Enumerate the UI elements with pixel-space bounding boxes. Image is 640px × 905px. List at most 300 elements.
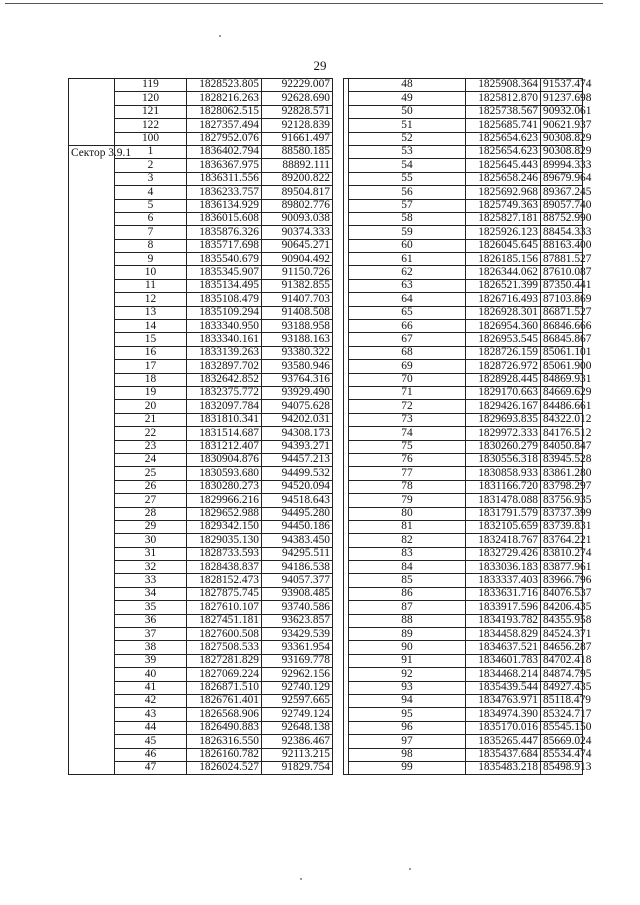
- table-row: [344, 239, 583, 252]
- x-coordinate: 1825645.443: [466, 159, 541, 172]
- y-coordinate: 87350.441: [541, 279, 583, 292]
- point-number: 84: [349, 561, 466, 574]
- point-number: 95: [349, 708, 466, 721]
- table-row: [344, 279, 583, 292]
- table-row: [344, 105, 583, 118]
- y-coordinate: 91661.497: [262, 132, 333, 145]
- x-coordinate: 1835134.495: [187, 279, 262, 292]
- x-coordinate: 1833340.950: [187, 320, 262, 333]
- x-coordinate: 1836311.556: [187, 172, 262, 185]
- x-coordinate: 1835439.544: [466, 681, 541, 694]
- point-number: 61: [349, 253, 466, 266]
- point-number: 66: [349, 320, 466, 333]
- y-coordinate: 90308.829: [541, 132, 583, 145]
- y-coordinate: 89200.822: [262, 172, 333, 185]
- y-coordinate: 93740.586: [262, 601, 333, 614]
- point-number: 57: [349, 199, 466, 212]
- point-number: 62: [349, 266, 466, 279]
- y-coordinate: 93169.778: [262, 654, 333, 667]
- y-coordinate: 86871.527: [541, 306, 583, 319]
- x-coordinate: 1825692.968: [466, 186, 541, 199]
- table-row: [344, 427, 583, 440]
- x-coordinate: 1833337.403: [466, 574, 541, 587]
- y-coordinate: 84050.847: [541, 440, 583, 453]
- y-coordinate: 83861.280: [541, 467, 583, 480]
- point-number: 1: [115, 145, 187, 158]
- point-number: 39: [115, 654, 187, 667]
- point-number: 90: [349, 641, 466, 654]
- table-row: [344, 306, 583, 319]
- point-number: 119: [115, 79, 187, 92]
- y-coordinate: 83764.221: [541, 534, 583, 547]
- y-coordinate: 89504.817: [262, 186, 333, 199]
- point-number: 33: [115, 574, 187, 587]
- point-number: 43: [115, 708, 187, 721]
- y-coordinate: 89057.740: [541, 199, 583, 212]
- table-row: [344, 253, 583, 266]
- table-row: [344, 547, 583, 560]
- x-coordinate: 1835265.447: [466, 735, 541, 748]
- point-number: 42: [115, 694, 187, 707]
- point-number: 17: [115, 360, 187, 373]
- y-coordinate: 84486.661: [541, 400, 583, 413]
- x-coordinate: 1827952.076: [187, 132, 262, 145]
- top-rule: [5, 3, 603, 4]
- x-coordinate: 1829652.988: [187, 507, 262, 520]
- sector-label: Сектор 3.9.1: [69, 145, 115, 774]
- point-number: 49: [349, 92, 466, 105]
- table-row: [69, 79, 333, 92]
- table-row: [344, 453, 583, 466]
- x-coordinate: 1832897.702: [187, 360, 262, 373]
- y-coordinate: 88892.111: [262, 159, 333, 172]
- point-number: 67: [349, 333, 466, 346]
- x-coordinate: 1833340.161: [187, 333, 262, 346]
- point-number: 54: [349, 159, 466, 172]
- table-row: [344, 333, 583, 346]
- point-number: 6: [115, 212, 187, 225]
- table-row: [344, 534, 583, 547]
- y-coordinate: 94186.538: [262, 561, 333, 574]
- x-coordinate: 1831810.341: [187, 413, 262, 426]
- point-number: 121: [115, 105, 187, 118]
- y-coordinate: 85498.913: [541, 761, 583, 774]
- point-number: 40: [115, 668, 187, 681]
- x-coordinate: 1830904.876: [187, 453, 262, 466]
- y-coordinate: 85061.101: [541, 346, 583, 359]
- y-coordinate: 94495.280: [262, 507, 333, 520]
- table-row: [344, 226, 583, 239]
- point-number: 30: [115, 534, 187, 547]
- x-coordinate: 1834193.782: [466, 614, 541, 627]
- x-coordinate: 1827281.829: [187, 654, 262, 667]
- y-coordinate: 83945.528: [541, 453, 583, 466]
- y-coordinate: 87103.869: [541, 293, 583, 306]
- table-row: [344, 172, 583, 185]
- x-coordinate: 1826716.493: [466, 293, 541, 306]
- coordinates-table-left: [68, 78, 333, 775]
- y-coordinate: 92648.138: [262, 721, 333, 734]
- point-number: 89: [349, 628, 466, 641]
- y-coordinate: 90621.937: [541, 119, 583, 132]
- point-number: 60: [349, 239, 466, 252]
- y-coordinate: 93429.539: [262, 628, 333, 641]
- y-coordinate: 87881.527: [541, 253, 583, 266]
- table-row: [344, 413, 583, 426]
- y-coordinate: 83810.274: [541, 547, 583, 560]
- table-row: [344, 668, 583, 681]
- y-coordinate: 88454.333: [541, 226, 583, 239]
- table-row: [344, 145, 583, 158]
- table-row: [344, 480, 583, 493]
- x-coordinate: 1828523.805: [187, 79, 262, 92]
- point-number: 68: [349, 346, 466, 359]
- point-number: 76: [349, 453, 466, 466]
- x-coordinate: 1832729.426: [466, 547, 541, 560]
- x-coordinate: 1826160.782: [187, 748, 262, 761]
- table-row: [344, 360, 583, 373]
- x-coordinate: 1836015.608: [187, 212, 262, 225]
- x-coordinate: 1833036.183: [466, 561, 541, 574]
- table-row: [344, 708, 583, 721]
- x-coordinate: 1832105.659: [466, 520, 541, 533]
- point-number: 58: [349, 212, 466, 225]
- table-row: [344, 266, 583, 279]
- point-number: 92: [349, 668, 466, 681]
- y-coordinate: 85669.024: [541, 735, 583, 748]
- point-number: 24: [115, 453, 187, 466]
- x-coordinate: 1828928.445: [466, 373, 541, 386]
- table-row: [344, 574, 583, 587]
- y-coordinate: 94520.094: [262, 480, 333, 493]
- y-coordinate: 93623.857: [262, 614, 333, 627]
- x-coordinate: 1832418.767: [466, 534, 541, 547]
- table-row: [344, 373, 583, 386]
- point-number: 83: [349, 547, 466, 560]
- point-number: 86: [349, 587, 466, 600]
- point-number: 21: [115, 413, 187, 426]
- x-coordinate: 1834601.783: [466, 654, 541, 667]
- x-coordinate: 1828216.263: [187, 92, 262, 105]
- table-row: [344, 654, 583, 667]
- y-coordinate: 92740.129: [262, 681, 333, 694]
- table-row: [344, 159, 583, 172]
- point-number: 53: [349, 145, 466, 158]
- y-coordinate: 91407.703: [262, 293, 333, 306]
- x-coordinate: 1825658.246: [466, 172, 541, 185]
- point-number: 55: [349, 172, 466, 185]
- page-number: 29: [313, 58, 327, 73]
- point-number: 99: [349, 761, 466, 774]
- point-number: 20: [115, 400, 187, 413]
- point-number: 46: [115, 748, 187, 761]
- x-coordinate: 1826928.301: [466, 306, 541, 319]
- table-row: [344, 561, 583, 574]
- scan-speck: [219, 35, 221, 37]
- x-coordinate: 1829342.150: [187, 520, 262, 533]
- y-coordinate: 94499.532: [262, 467, 333, 480]
- x-coordinate: 1830858.933: [466, 467, 541, 480]
- y-coordinate: 94518.643: [262, 494, 333, 507]
- point-number: 70: [349, 373, 466, 386]
- y-coordinate: 94075.628: [262, 400, 333, 413]
- point-number: 3: [115, 172, 187, 185]
- x-coordinate: 1828726.159: [466, 346, 541, 359]
- x-coordinate: 1834974.390: [466, 708, 541, 721]
- x-coordinate: 1833139.263: [187, 346, 262, 359]
- y-coordinate: 92828.571: [262, 105, 333, 118]
- y-coordinate: 84656.287: [541, 641, 583, 654]
- point-number: 87: [349, 601, 466, 614]
- point-number: 91: [349, 654, 466, 667]
- y-coordinate: 91829.754: [262, 761, 333, 774]
- y-coordinate: 93764.316: [262, 373, 333, 386]
- point-number: 13: [115, 306, 187, 319]
- table-row: [344, 641, 583, 654]
- y-coordinate: 84927.435: [541, 681, 583, 694]
- x-coordinate: 1825654.623: [466, 132, 541, 145]
- x-coordinate: 1825926.123: [466, 226, 541, 239]
- x-coordinate: 1830260.279: [466, 440, 541, 453]
- point-number: 34: [115, 587, 187, 600]
- x-coordinate: 1835483.218: [466, 761, 541, 774]
- point-number: 50: [349, 105, 466, 118]
- point-number: 25: [115, 467, 187, 480]
- y-coordinate: 88752.990: [541, 212, 583, 225]
- point-number: 72: [349, 400, 466, 413]
- x-coordinate: 1826953.545: [466, 333, 541, 346]
- point-number: 94: [349, 694, 466, 707]
- sector-label: [69, 79, 115, 146]
- x-coordinate: 1825654.623: [466, 145, 541, 158]
- x-coordinate: 1827875.745: [187, 587, 262, 600]
- point-number: 98: [349, 748, 466, 761]
- y-coordinate: 89802.776: [262, 199, 333, 212]
- scan-speck: [300, 878, 302, 880]
- x-coordinate: 1831478.088: [466, 494, 541, 507]
- y-coordinate: 85061.900: [541, 360, 583, 373]
- x-coordinate: 1825908.364: [466, 79, 541, 92]
- point-number: 88: [349, 614, 466, 627]
- y-coordinate: 84669.629: [541, 386, 583, 399]
- point-number: 75: [349, 440, 466, 453]
- point-number: 93: [349, 681, 466, 694]
- table-row: [344, 386, 583, 399]
- table-row: [344, 748, 583, 761]
- y-coordinate: 92128.839: [262, 119, 333, 132]
- x-coordinate: 1829170.663: [466, 386, 541, 399]
- x-coordinate: 1829426.167: [466, 400, 541, 413]
- table-row: [344, 199, 583, 212]
- y-coordinate: 93188.958: [262, 320, 333, 333]
- y-coordinate: 84206.435: [541, 601, 583, 614]
- point-number: 22: [115, 427, 187, 440]
- x-coordinate: 1827451.181: [187, 614, 262, 627]
- point-number: 77: [349, 467, 466, 480]
- x-coordinate: 1825749.363: [466, 199, 541, 212]
- point-number: 96: [349, 721, 466, 734]
- y-coordinate: 84322.012: [541, 413, 583, 426]
- point-number: 5: [115, 199, 187, 212]
- table-row: [344, 346, 583, 359]
- point-number: 32: [115, 561, 187, 574]
- x-coordinate: 1830593.680: [187, 467, 262, 480]
- x-coordinate: 1836367.975: [187, 159, 262, 172]
- x-coordinate: 1828726.972: [466, 360, 541, 373]
- x-coordinate: 1829693.835: [466, 413, 541, 426]
- y-coordinate: 91237.698: [541, 92, 583, 105]
- y-coordinate: 83756.935: [541, 494, 583, 507]
- point-number: 45: [115, 735, 187, 748]
- table-row: [344, 293, 583, 306]
- x-coordinate: 1831212.407: [187, 440, 262, 453]
- y-coordinate: 94202.031: [262, 413, 333, 426]
- point-number: 28: [115, 507, 187, 520]
- table-row: [344, 119, 583, 132]
- y-coordinate: 93908.485: [262, 587, 333, 600]
- y-coordinate: 89679.964: [541, 172, 583, 185]
- table-row: [344, 507, 583, 520]
- y-coordinate: 91382.855: [262, 279, 333, 292]
- y-coordinate: 90374.333: [262, 226, 333, 239]
- y-coordinate: 94450.186: [262, 520, 333, 533]
- y-coordinate: 83966.796: [541, 574, 583, 587]
- table-row: [344, 614, 583, 627]
- x-coordinate: 1826521.399: [466, 279, 541, 292]
- x-coordinate: 1831791.579: [466, 507, 541, 520]
- point-number: 10: [115, 266, 187, 279]
- point-number: 52: [349, 132, 466, 145]
- point-number: 8: [115, 239, 187, 252]
- y-coordinate: 88163.400: [541, 239, 583, 252]
- y-coordinate: 91408.508: [262, 306, 333, 319]
- y-coordinate: 93380.322: [262, 346, 333, 359]
- point-number: 7: [115, 226, 187, 239]
- x-coordinate: 1826316.550: [187, 735, 262, 748]
- x-coordinate: 1826344.062: [466, 266, 541, 279]
- y-coordinate: 93361.954: [262, 641, 333, 654]
- y-coordinate: 83798.297: [541, 480, 583, 493]
- point-number: 48: [349, 79, 466, 92]
- point-number: 14: [115, 320, 187, 333]
- y-coordinate: 93580.946: [262, 360, 333, 373]
- y-coordinate: 91150.726: [262, 266, 333, 279]
- y-coordinate: 84176.512: [541, 427, 583, 440]
- x-coordinate: 1834468.214: [466, 668, 541, 681]
- x-coordinate: 1828438.837: [187, 561, 262, 574]
- point-number: 97: [349, 735, 466, 748]
- y-coordinate: 94308.173: [262, 427, 333, 440]
- y-coordinate: 84702.418: [541, 654, 583, 667]
- table-row: [344, 494, 583, 507]
- y-coordinate: 92597.665: [262, 694, 333, 707]
- point-number: 29: [115, 520, 187, 533]
- point-number: 79: [349, 494, 466, 507]
- table-row: [344, 467, 583, 480]
- x-coordinate: 1826024.527: [187, 761, 262, 774]
- x-coordinate: 1826185.156: [466, 253, 541, 266]
- table-row: [344, 79, 583, 92]
- x-coordinate: 1835437.684: [466, 748, 541, 761]
- table-row: [344, 694, 583, 707]
- y-coordinate: 85324.717: [541, 708, 583, 721]
- x-coordinate: 1829035.130: [187, 534, 262, 547]
- point-number: 59: [349, 226, 466, 239]
- y-coordinate: 87610.087: [541, 266, 583, 279]
- y-coordinate: 84869.931: [541, 373, 583, 386]
- table-row: [344, 212, 583, 225]
- y-coordinate: 86845.867: [541, 333, 583, 346]
- point-number: 41: [115, 681, 187, 694]
- point-number: 31: [115, 547, 187, 560]
- table-row: [69, 145, 333, 158]
- table-row: [344, 440, 583, 453]
- y-coordinate: 84524.371: [541, 628, 583, 641]
- x-coordinate: 1834637.521: [466, 641, 541, 654]
- x-coordinate: 1829972.333: [466, 427, 541, 440]
- x-coordinate: 1836134.929: [187, 199, 262, 212]
- y-coordinate: 90645.271: [262, 239, 333, 252]
- x-coordinate: 1826871.510: [187, 681, 262, 694]
- y-coordinate: 92749.124: [262, 708, 333, 721]
- y-coordinate: 90308.829: [541, 145, 583, 158]
- table-row: [344, 132, 583, 145]
- x-coordinate: 1833917.596: [466, 601, 541, 614]
- y-coordinate: 93929.490: [262, 386, 333, 399]
- y-coordinate: 91537.474: [541, 79, 583, 92]
- x-coordinate: 1826568.906: [187, 708, 262, 721]
- table-row: [344, 186, 583, 199]
- point-number: 23: [115, 440, 187, 453]
- scan-speck: [409, 868, 411, 870]
- y-coordinate: 84076.537: [541, 587, 583, 600]
- y-coordinate: 94457.213: [262, 453, 333, 466]
- y-coordinate: 92628.690: [262, 92, 333, 105]
- point-number: 56: [349, 186, 466, 199]
- y-coordinate: 90093.038: [262, 212, 333, 225]
- table-row: [344, 735, 583, 748]
- table-row: [344, 520, 583, 533]
- point-number: 11: [115, 279, 187, 292]
- y-coordinate: 84874.795: [541, 668, 583, 681]
- x-coordinate: 1835876.326: [187, 226, 262, 239]
- point-number: 81: [349, 520, 466, 533]
- x-coordinate: 1826490.883: [187, 721, 262, 734]
- table-row: [344, 92, 583, 105]
- y-coordinate: 94383.450: [262, 534, 333, 547]
- x-coordinate: 1835170.016: [466, 721, 541, 734]
- x-coordinate: 1825685.741: [466, 119, 541, 132]
- point-number: 15: [115, 333, 187, 346]
- table-row: [344, 721, 583, 734]
- table-row: [344, 681, 583, 694]
- x-coordinate: 1828062.515: [187, 105, 262, 118]
- point-number: 80: [349, 507, 466, 520]
- y-coordinate: 92113.215: [262, 748, 333, 761]
- y-coordinate: 94295.511: [262, 547, 333, 560]
- x-coordinate: 1832375.772: [187, 386, 262, 399]
- y-coordinate: 90932.061: [541, 105, 583, 118]
- point-number: 44: [115, 721, 187, 734]
- x-coordinate: 1832097.784: [187, 400, 262, 413]
- point-number: 74: [349, 427, 466, 440]
- x-coordinate: 1827610.107: [187, 601, 262, 614]
- x-coordinate: 1826761.401: [187, 694, 262, 707]
- x-coordinate: 1829966.216: [187, 494, 262, 507]
- point-number: 64: [349, 293, 466, 306]
- table-row: [344, 601, 583, 614]
- y-coordinate: 89994.333: [541, 159, 583, 172]
